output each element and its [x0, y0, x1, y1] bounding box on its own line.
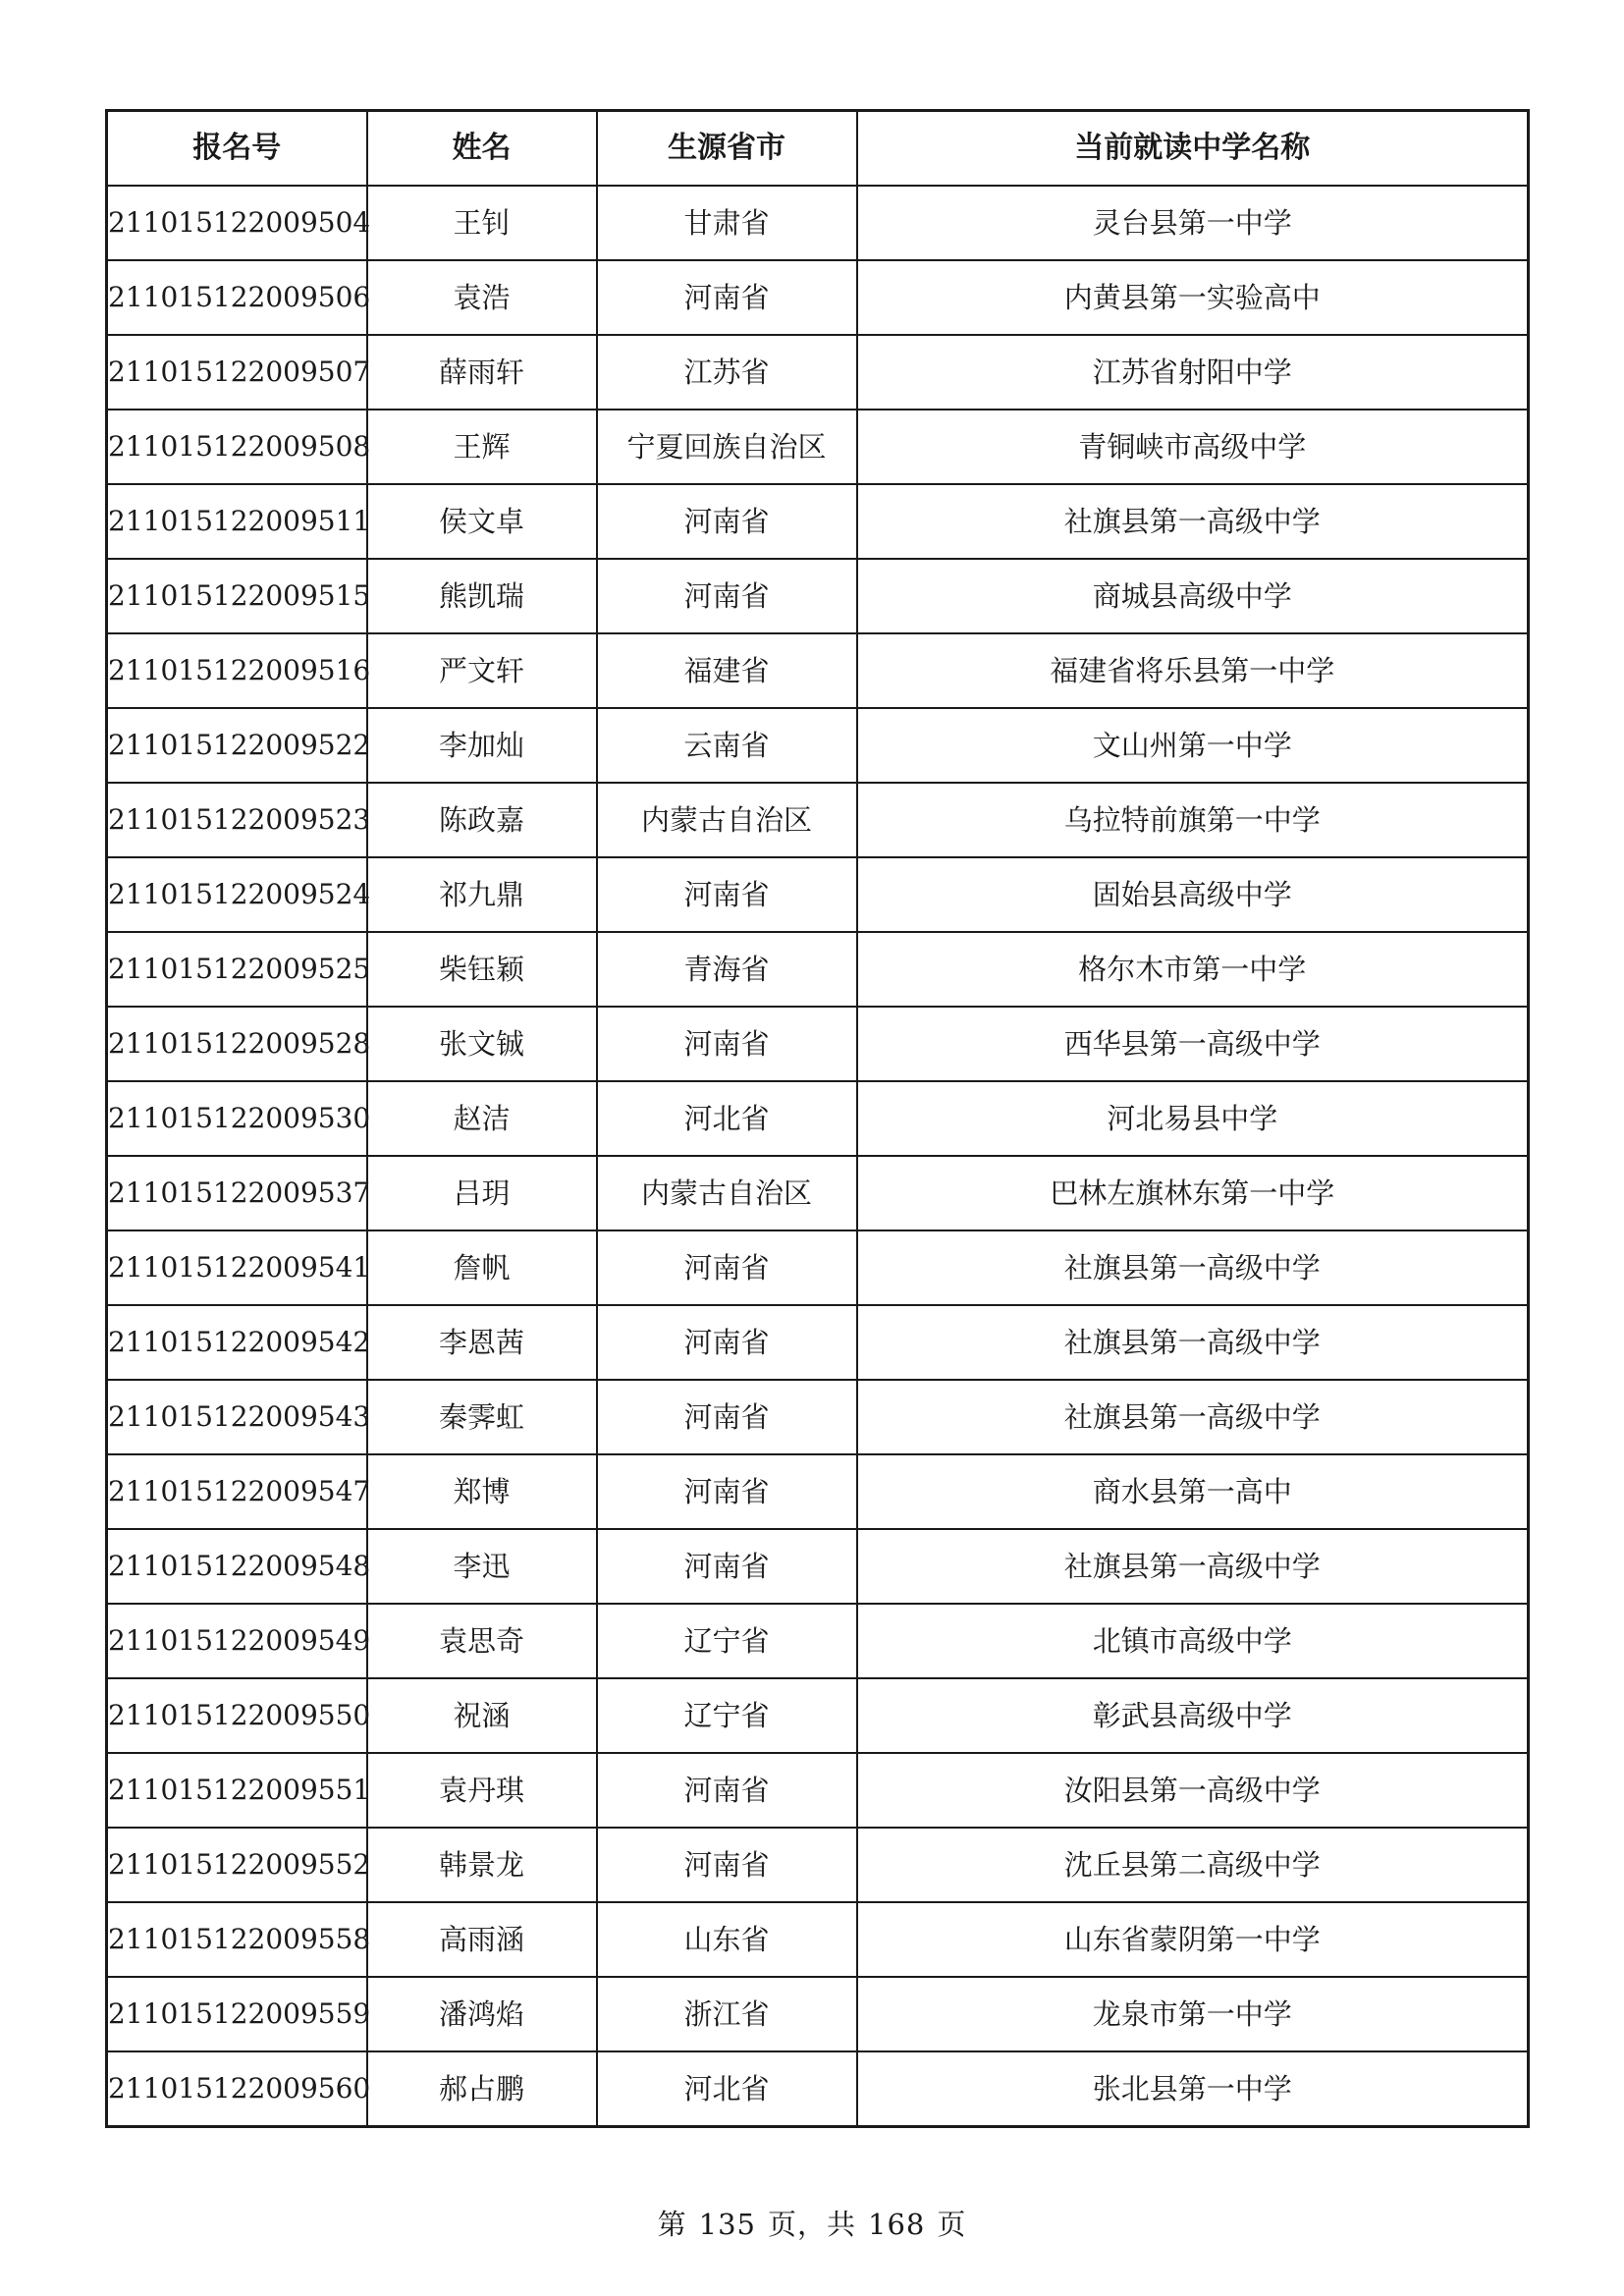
- cell-province: 青海省: [597, 932, 857, 1007]
- cell-province: 河南省: [597, 1230, 857, 1305]
- cell-name: 薛雨轩: [367, 335, 597, 410]
- cell-registration-number: 211015122009516: [107, 633, 367, 708]
- table-row: [107, 1604, 1529, 1678]
- table-row: [107, 1454, 1529, 1529]
- footer-middle: 页，共: [767, 2208, 856, 2241]
- cell-name: 祁九鼎: [367, 857, 597, 932]
- table-row: [107, 1977, 1529, 2051]
- footer-total-pages: 168: [868, 2208, 926, 2241]
- table-row: [107, 932, 1529, 1007]
- cell-province: 浙江省: [597, 1977, 857, 2051]
- cell-province: 山东省: [597, 1902, 857, 1977]
- table-row: [107, 260, 1529, 335]
- cell-school: 山东省蒙阴第一中学: [857, 1902, 1529, 1977]
- cell-registration-number: 211015122009541: [107, 1230, 367, 1305]
- table-row: [107, 186, 1529, 260]
- cell-school: 彰武县高级中学: [857, 1678, 1529, 1753]
- cell-registration-number: 211015122009508: [107, 410, 367, 484]
- cell-school: 社旗县第一高级中学: [857, 1529, 1529, 1604]
- cell-registration-number: 211015122009558: [107, 1902, 367, 1977]
- cell-name: 李加灿: [367, 708, 597, 783]
- cell-registration-number: 211015122009560: [107, 2051, 367, 2127]
- cell-school: 西华县第一高级中学: [857, 1007, 1529, 1081]
- table-row: [107, 1678, 1529, 1753]
- cell-province: 河南省: [597, 559, 857, 633]
- cell-school: 乌拉特前旗第一中学: [857, 783, 1529, 857]
- cell-province: 云南省: [597, 708, 857, 783]
- cell-province: 河南省: [597, 1380, 857, 1454]
- cell-province: 河南省: [597, 484, 857, 559]
- cell-province: 河南省: [597, 857, 857, 932]
- cell-registration-number: 211015122009504: [107, 186, 367, 260]
- cell-province: 江苏省: [597, 335, 857, 410]
- table-row: [107, 1902, 1529, 1977]
- cell-school: 龙泉市第一中学: [857, 1977, 1529, 2051]
- cell-name: 严文轩: [367, 633, 597, 708]
- cell-name: 张文铖: [367, 1007, 597, 1081]
- cell-name: 侯文卓: [367, 484, 597, 559]
- table-row: [107, 410, 1529, 484]
- cell-registration-number: 211015122009537: [107, 1156, 367, 1230]
- document-sheet: [105, 109, 1527, 2128]
- cell-school: 北镇市高级中学: [857, 1604, 1529, 1678]
- cell-province: 宁夏回族自治区: [597, 410, 857, 484]
- cell-school: 固始县高级中学: [857, 857, 1529, 932]
- table-row: [107, 1081, 1529, 1156]
- table-row: [107, 783, 1529, 857]
- cell-name: 高雨涵: [367, 1902, 597, 1977]
- cell-province: 辽宁省: [597, 1604, 857, 1678]
- cell-school: 商水县第一高中: [857, 1454, 1529, 1529]
- cell-province: 河南省: [597, 1007, 857, 1081]
- cell-registration-number: 211015122009525: [107, 932, 367, 1007]
- cell-name: 李迅: [367, 1529, 597, 1604]
- table-body: [107, 186, 1529, 2127]
- cell-school: 社旗县第一高级中学: [857, 1230, 1529, 1305]
- cell-school: 社旗县第一高级中学: [857, 1305, 1529, 1380]
- table-row: [107, 1753, 1529, 1828]
- cell-registration-number: 211015122009511: [107, 484, 367, 559]
- page-footer: [0, 2203, 1624, 2243]
- table-row: [107, 633, 1529, 708]
- table-row: [107, 484, 1529, 559]
- cell-registration-number: 211015122009522: [107, 708, 367, 783]
- cell-school: 汝阳县第一高级中学: [857, 1753, 1529, 1828]
- header-registration-number: 报名号: [107, 111, 367, 187]
- cell-name: 郝占鹏: [367, 2051, 597, 2127]
- cell-name: 李恩茜: [367, 1305, 597, 1380]
- cell-name: 潘鸿焰: [367, 1977, 597, 2051]
- cell-registration-number: 211015122009549: [107, 1604, 367, 1678]
- header-school: 当前就读中学名称: [857, 111, 1529, 187]
- cell-registration-number: 211015122009543: [107, 1380, 367, 1454]
- cell-registration-number: 211015122009547: [107, 1454, 367, 1529]
- cell-name: 韩景龙: [367, 1828, 597, 1902]
- cell-registration-number: 211015122009524: [107, 857, 367, 932]
- cell-registration-number: 211015122009550: [107, 1678, 367, 1753]
- table-row: [107, 1380, 1529, 1454]
- cell-name: 王辉: [367, 410, 597, 484]
- cell-province: 河南省: [597, 1753, 857, 1828]
- table-row: [107, 1828, 1529, 1902]
- cell-province: 河南省: [597, 1828, 857, 1902]
- table-row: [107, 1529, 1529, 1604]
- cell-school: 社旗县第一高级中学: [857, 484, 1529, 559]
- table-row: [107, 2051, 1529, 2127]
- table-row: [107, 1305, 1529, 1380]
- table-row: [107, 857, 1529, 932]
- cell-province: 河南省: [597, 1454, 857, 1529]
- cell-province: 内蒙古自治区: [597, 1156, 857, 1230]
- cell-province: 河南省: [597, 1529, 857, 1604]
- table-row: [107, 1156, 1529, 1230]
- table-row: [107, 335, 1529, 410]
- cell-province: 福建省: [597, 633, 857, 708]
- cell-registration-number: 211015122009542: [107, 1305, 367, 1380]
- cell-school: 灵台县第一中学: [857, 186, 1529, 260]
- cell-school: 文山州第一中学: [857, 708, 1529, 783]
- cell-province: 甘肃省: [597, 186, 857, 260]
- cell-registration-number: 211015122009552: [107, 1828, 367, 1902]
- cell-school: 社旗县第一高级中学: [857, 1380, 1529, 1454]
- table-row: [107, 708, 1529, 783]
- cell-name: 郑博: [367, 1454, 597, 1529]
- footer-suffix: 页: [937, 2208, 967, 2241]
- cell-province: 河南省: [597, 260, 857, 335]
- cell-name: 吕玥: [367, 1156, 597, 1230]
- cell-school: 沈丘县第二高级中学: [857, 1828, 1529, 1902]
- cell-school: 格尔木市第一中学: [857, 932, 1529, 1007]
- cell-registration-number: 211015122009523: [107, 783, 367, 857]
- cell-registration-number: 211015122009506: [107, 260, 367, 335]
- cell-name: 秦霁虹: [367, 1380, 597, 1454]
- cell-name: 袁丹琪: [367, 1753, 597, 1828]
- cell-name: 王钊: [367, 186, 597, 260]
- table-row: [107, 1007, 1529, 1081]
- cell-registration-number: 211015122009551: [107, 1753, 367, 1828]
- cell-name: 赵洁: [367, 1081, 597, 1156]
- cell-name: 袁浩: [367, 260, 597, 335]
- cell-registration-number: 211015122009507: [107, 335, 367, 410]
- cell-name: 祝涵: [367, 1678, 597, 1753]
- cell-registration-number: 211015122009515: [107, 559, 367, 633]
- header-name: 姓名: [367, 111, 597, 187]
- cell-registration-number: 211015122009548: [107, 1529, 367, 1604]
- cell-province: 辽宁省: [597, 1678, 857, 1753]
- cell-registration-number: 211015122009528: [107, 1007, 367, 1081]
- cell-name: 陈政嘉: [367, 783, 597, 857]
- footer-current-page: 135: [698, 2208, 756, 2241]
- cell-school: 青铜峡市高级中学: [857, 410, 1529, 484]
- cell-school: 巴林左旗林东第一中学: [857, 1156, 1529, 1230]
- cell-school: 河北易县中学: [857, 1081, 1529, 1156]
- table-row: [107, 1230, 1529, 1305]
- cell-province: 河北省: [597, 2051, 857, 2127]
- table-header-row: [107, 111, 1529, 187]
- cell-school: 内黄县第一实验高中: [857, 260, 1529, 335]
- cell-province: 河南省: [597, 1305, 857, 1380]
- cell-registration-number: 211015122009530: [107, 1081, 367, 1156]
- header-province: 生源省市: [597, 111, 857, 187]
- cell-school: 福建省将乐县第一中学: [857, 633, 1529, 708]
- cell-province: 内蒙古自治区: [597, 783, 857, 857]
- cell-school: 张北县第一中学: [857, 2051, 1529, 2127]
- cell-name: 袁思奇: [367, 1604, 597, 1678]
- cell-school: 江苏省射阳中学: [857, 335, 1529, 410]
- cell-registration-number: 211015122009559: [107, 1977, 367, 2051]
- cell-name: 柴钰颖: [367, 932, 597, 1007]
- table-row: [107, 559, 1529, 633]
- cell-province: 河北省: [597, 1081, 857, 1156]
- footer-prefix: 第: [657, 2208, 687, 2241]
- cell-school: 商城县高级中学: [857, 559, 1529, 633]
- cell-name: 熊凯瑞: [367, 559, 597, 633]
- cell-name: 詹帆: [367, 1230, 597, 1305]
- admission-roster-table: [105, 109, 1530, 2128]
